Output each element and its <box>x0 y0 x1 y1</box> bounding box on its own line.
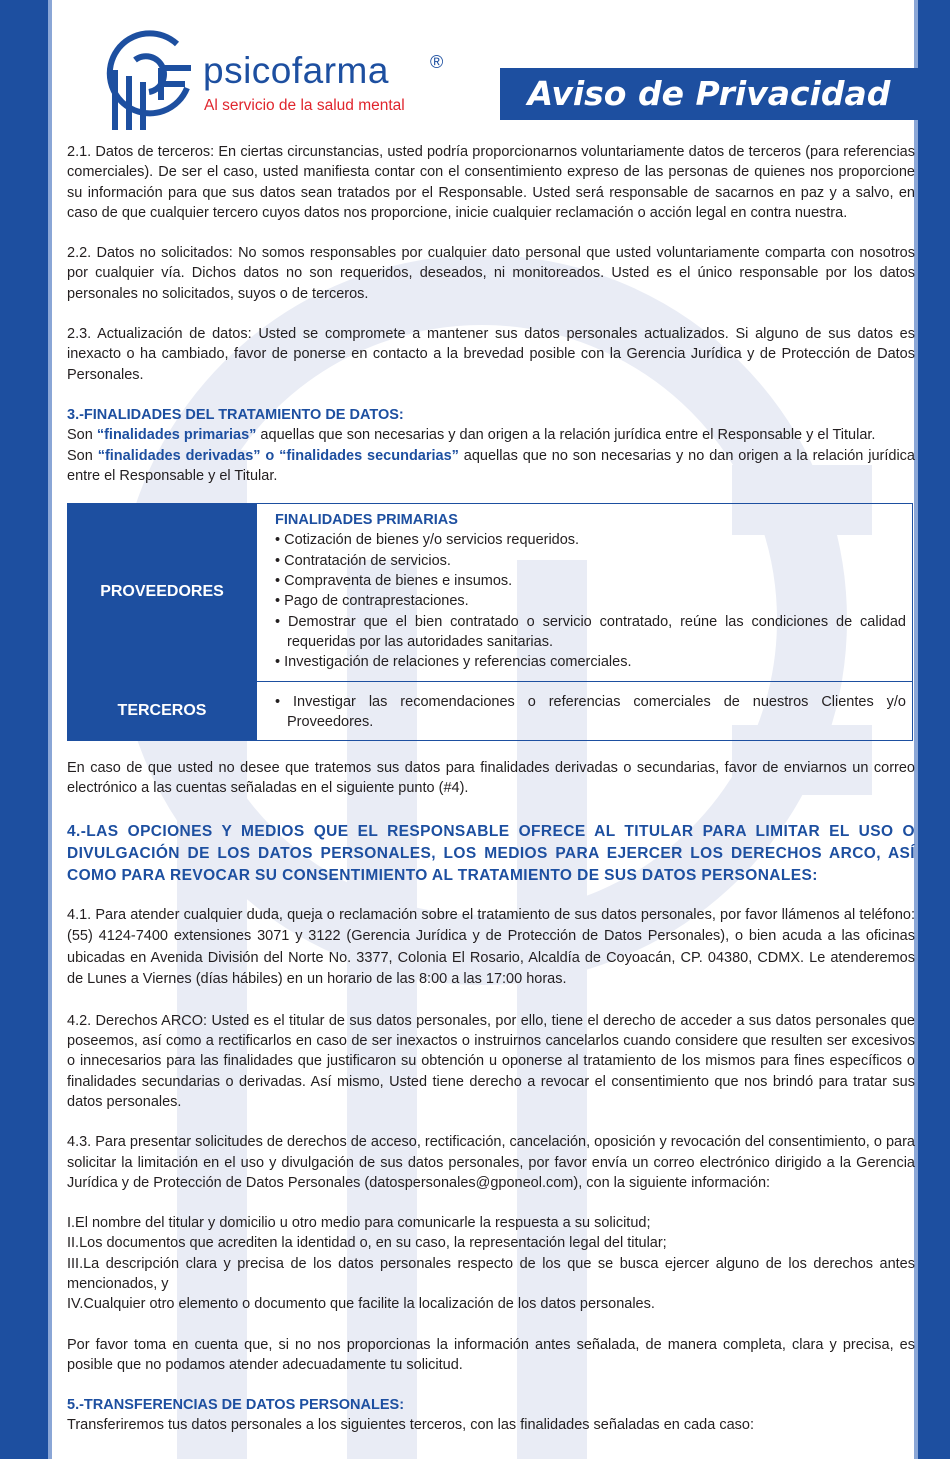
right-border-band <box>918 0 950 1459</box>
primary-purposes-definition <box>67 425 915 445</box>
primary-purposes-title: FINALIDADES PRIMARIAS <box>275 512 458 529</box>
list-item: • Cotización de bienes y/o servicios requeridos. <box>275 532 580 549</box>
document-body <box>67 142 915 1436</box>
text-run: Son <box>67 447 98 464</box>
section-3-heading: 3.-FINALIDADES DEL TRATAMIENTO DE DATOS: <box>67 406 404 423</box>
text-run: aquellas que no son necesarias y no dan origen a la relación jurídica entre el Responsable y el Titular. <box>67 447 915 484</box>
keyword-primary: “finalidades primarias” <box>96 427 257 444</box>
list-item: • Investigar las recomendaciones o referencias comerciales de nuestros Clientes y/o Proveedores. <box>275 693 906 730</box>
paragraph-4-2: 4.2. Derechos ARCO: Usted es el titular de sus datos personales, por ello, tiene el derecho de acceder a sus datos personales que poseemos, así como a rectificarlos en caso de ser inexactos o instruirnos cancelarlos cuando considere que resulten ser excesivos o innecesarios para las finalidades que justificaron su obtención u oponerse al tratamiento de los mismos para fines específicos o finalidades secundarias o derivadas. Así mismo, Usted tiene derecho a revocar el consentimiento que nos brindó para tratar sus datos personales. <box>67 1012 915 1110</box>
table-row <box>68 504 913 681</box>
section-5-heading: 5.-TRANSFERENCIAS DE DATOS PERSONALES: <box>67 1397 405 1414</box>
list-item: • Investigación de relaciones y referencias comerciales. <box>275 654 632 671</box>
paragraph-2-3: 2.3. Actualización de datos: Usted se compromete a mantener sus datos personales actualizados. Si alguno de sus datos es inexacto o ha cambiado, favor de ponerse en contacto a la brevedad posible con la Gerencia Jurídica y de Protección de Datos Personales. <box>67 326 915 383</box>
purposes-table <box>67 503 913 741</box>
keyword-derived: “finalidades derivadas” <box>97 447 261 464</box>
list-item: I.El nombre del titular y domicilio u otro medio para comunicarle la respuesta a su solicitud; <box>67 1215 651 1232</box>
psicofarma-logo-icon <box>105 30 195 130</box>
list-item: III.La descripción clara y precisa de los datos personales respecto de los que se busca ejercer alguno de los derechos antes mencionados, y <box>67 1255 915 1292</box>
text-run: Son <box>67 427 97 444</box>
registered-mark: ® <box>430 52 444 72</box>
text-run: aquellas que son necesarias y dan origen a la relación jurídica entre el Responsable y el Titular. <box>256 427 876 444</box>
section-4-heading: 4.-LAS OPCIONES Y MEDIOS QUE EL RESPONSABLE OFRECE AL TITULAR PARA LIMITAR EL USO O DIVULGACIÓN DE LOS DATOS PERSONALES, LOS MEDIOS PARA EJERCER LOS DERECHOS ARCO, ASÍ COMO PARA REVOCAR SU CONSENTIMIENTO AL TRATAMIENTO DE SUS DATOS PERSONALES: <box>67 822 915 884</box>
opt-out-note: En caso de que usted no desee que tratemos sus datos para finalidades derivadas o secundarias, favor de enviarnos un correo electrónico a las cuentas señaladas en el siguiente punto (#4). <box>67 760 915 797</box>
list-item: IV.Cualquier otro elemento o documento que facilite la localización de los datos personales. <box>67 1296 655 1313</box>
keyword-secondary: “finalidades secundarias” <box>279 447 459 464</box>
row-content-proveedores <box>257 504 913 681</box>
keyword-or: o <box>260 447 280 464</box>
row-content-terceros <box>257 681 913 741</box>
paragraph-4-1: 4.1. Para atender cualquier duda, queja o reclamación sobre el tratamiento de sus datos personales, por favor llámenos al teléfono: (55) 4124-7400 extensiones 3071 y 3122 (Gerencia Jurídica y de Protección de Datos Personales), o bien acuda a las oficinas ubicadas en Avenida División del Norte No. 3377, Colonia El Rosario, Alcaldía de Coyoacán, CP. 04380, CDMX. Le atenderemos de Lunes a Viernes (días hábiles) en un horario de las 8:00 a las 17:00 horas. <box>67 906 915 988</box>
paragraph-4-3: 4.3. Para presentar solicitudes de derechos de acceso, rectificación, cancelación, oposición y revocación del consentimiento, o para solicitar la limitación en el uso y divulgación de sus datos personales, por favor envía un correo electrónico dirigido a la Gerencia Jurídica y de Protección de Datos Personales (datospersonales@gponeol.com), con la siguiente información: <box>67 1134 915 1191</box>
list-item: • Compraventa de bienes e insumos. <box>275 573 513 590</box>
list-item: • Demostrar que el bien contratado o servicio contratado, reúne las condiciones de calidad requeridas por las autoridades sanitarias. <box>275 613 906 650</box>
paragraph-2-2: 2.2. Datos no solicitados: No somos responsables por cualquier dato personal que usted voluntariamente comparta con nosotros por cualquier vía. Dichos datos no son requeridos, deseados, ni monitoreados. Usted es el único responsable por los datos personales no solicitados, suyos o de terceros. <box>67 245 915 302</box>
row-label-terceros: TERCEROS <box>68 681 257 741</box>
list-item: • Pago de contraprestaciones. <box>275 593 469 610</box>
paragraph-2-1: 2.1. Datos de terceros: En ciertas circunstancias, usted podría proporcionarnos voluntariamente datos de terceros (para referencias comerciales). De ser el caso, usted manifiesta contar con el consentimiento expreso de las personas de quienes nos proporcione su información para que sus datos sean tratados por el Responsable. Usted será responsable de sacarnos en paz y a salvo, en caso de que cualquier tercero cuyos datos nos proporcione, inicie cualquier reclamación o acción legal en contra nuestra. <box>67 144 915 221</box>
brand-tagline: Al servicio de la salud mental <box>204 97 405 114</box>
left-border-band <box>0 0 48 1459</box>
brand-name: psicofarma <box>203 50 389 91</box>
row-label-proveedores: PROVEEDORES <box>68 504 257 681</box>
list-item: • Contratación de servicios. <box>275 552 451 569</box>
table-row <box>68 681 913 741</box>
paragraph-5-intro: Transferiremos tus datos personales a los siguientes terceros, con las finalidades señaladas en cada caso: <box>67 1417 754 1434</box>
incomplete-info-note: Por favor toma en cuenta que, si no nos proporcionas la información antes señalada, de manera completa, clara y precisa, es posible que no podamos atender adecuadamente tu solicitud. <box>67 1336 915 1373</box>
document-title: Aviso de Privacidad <box>500 68 918 120</box>
left-border-stripe <box>48 0 52 1459</box>
secondary-purposes-definition <box>67 446 915 487</box>
list-item: II.Los documentos que acrediten la identidad o, en su caso, la representación legal del titular; <box>67 1235 667 1252</box>
